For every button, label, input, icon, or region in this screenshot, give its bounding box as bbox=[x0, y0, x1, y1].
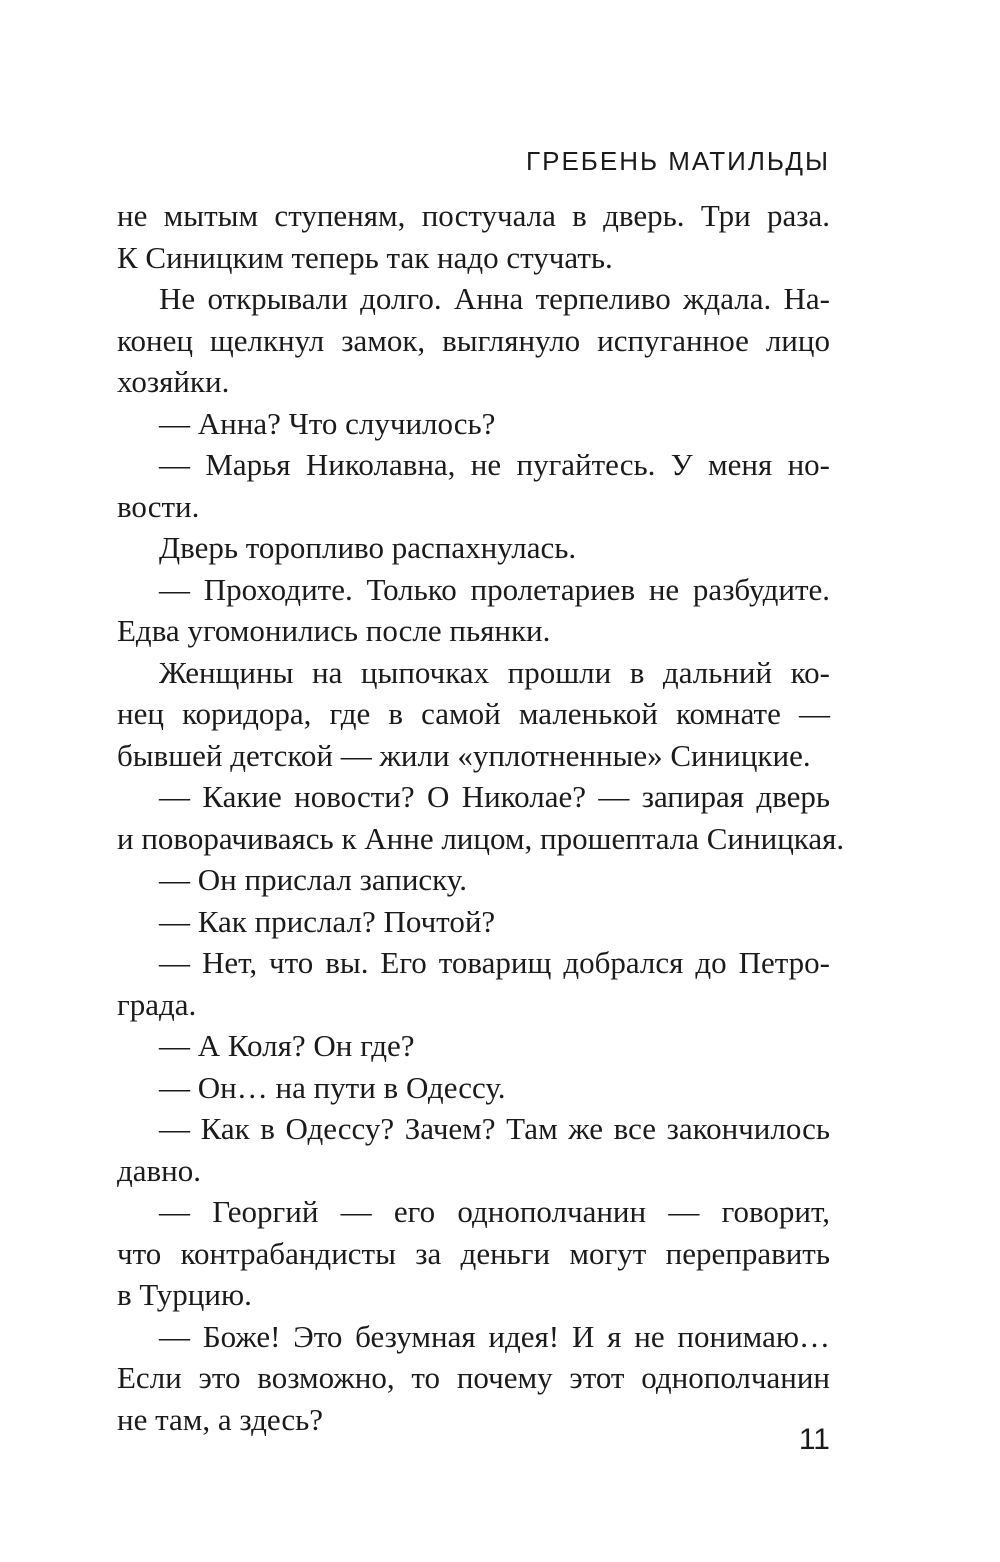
text-line: в Турцию. bbox=[117, 1277, 252, 1312]
page-number: 11 bbox=[798, 1423, 830, 1456]
text-line: давно. bbox=[117, 1152, 202, 1188]
text-line: — Он… на пути в Одессу. bbox=[159, 1069, 506, 1105]
text-line: Едва угомонились после пьянки. bbox=[117, 613, 551, 648]
text-line: не мытым ступеням, постучала в дверь. Три раза. bbox=[117, 198, 830, 233]
text-line: что контрабандисты за деньги могут переправить bbox=[117, 1235, 830, 1271]
text-line: Дверь торопливо распахнулась. bbox=[159, 530, 577, 565]
text-line: — Георгий — его однополчанин — говорит, bbox=[159, 1194, 830, 1229]
text-line: К Синицким теперь так надо стучать. bbox=[117, 239, 613, 275]
text-line: Не открывали долго. Анна терпеливо ждала. На- bbox=[159, 281, 830, 316]
text-line: и поворачиваясь к Анне лицом, прошептала Синицкая. bbox=[117, 820, 845, 856]
text-line: конец щелкнул замок, выглянуло испуганное лицо bbox=[117, 322, 830, 358]
text-line: Если это возможно, то почему этот однополчанин bbox=[117, 1360, 830, 1395]
text-line: — Анна? Что случилось? bbox=[159, 405, 496, 441]
text-line: — А Коля? Он где? bbox=[159, 1028, 415, 1063]
text-line: — Как прислал? Почтой? bbox=[159, 903, 496, 939]
running-head-title: ГРЕБЕНЬ МАТИЛЬДЫ bbox=[526, 146, 830, 176]
text-line: — Марья Николавна, не пугайтесь. У меня но- bbox=[159, 447, 830, 482]
text-line: нец коридора, где в самой маленькой комнате — bbox=[117, 696, 830, 731]
text-line: хозяйки. bbox=[117, 364, 230, 399]
text-line: не там, а здесь? bbox=[117, 1401, 324, 1437]
body-text bbox=[117, 195, 845, 1440]
text-line: — Он прислал записку. bbox=[159, 862, 467, 897]
text-line: Женщины на цыпочках прошли в дальний ко- bbox=[159, 654, 830, 690]
text-line: — Боже! Это безумная идея! И я не понимаю… bbox=[159, 1318, 830, 1354]
text-line: — Проходите. Только пролетариев не разбудите. bbox=[159, 571, 830, 607]
text-line: града. bbox=[117, 986, 197, 1022]
text-line: — Какие новости? О Николае? — запирая дверь bbox=[159, 779, 830, 814]
text-line: бывшей детской — жили «уплотненные» Синицкие. bbox=[117, 737, 811, 773]
text-line: — Как в Одессу? Зачем? Там же все закончилось bbox=[159, 1111, 830, 1146]
text-line: вости. bbox=[117, 488, 200, 524]
text-line: — Нет, что вы. Его товарищ добрался до Петро- bbox=[159, 945, 830, 980]
